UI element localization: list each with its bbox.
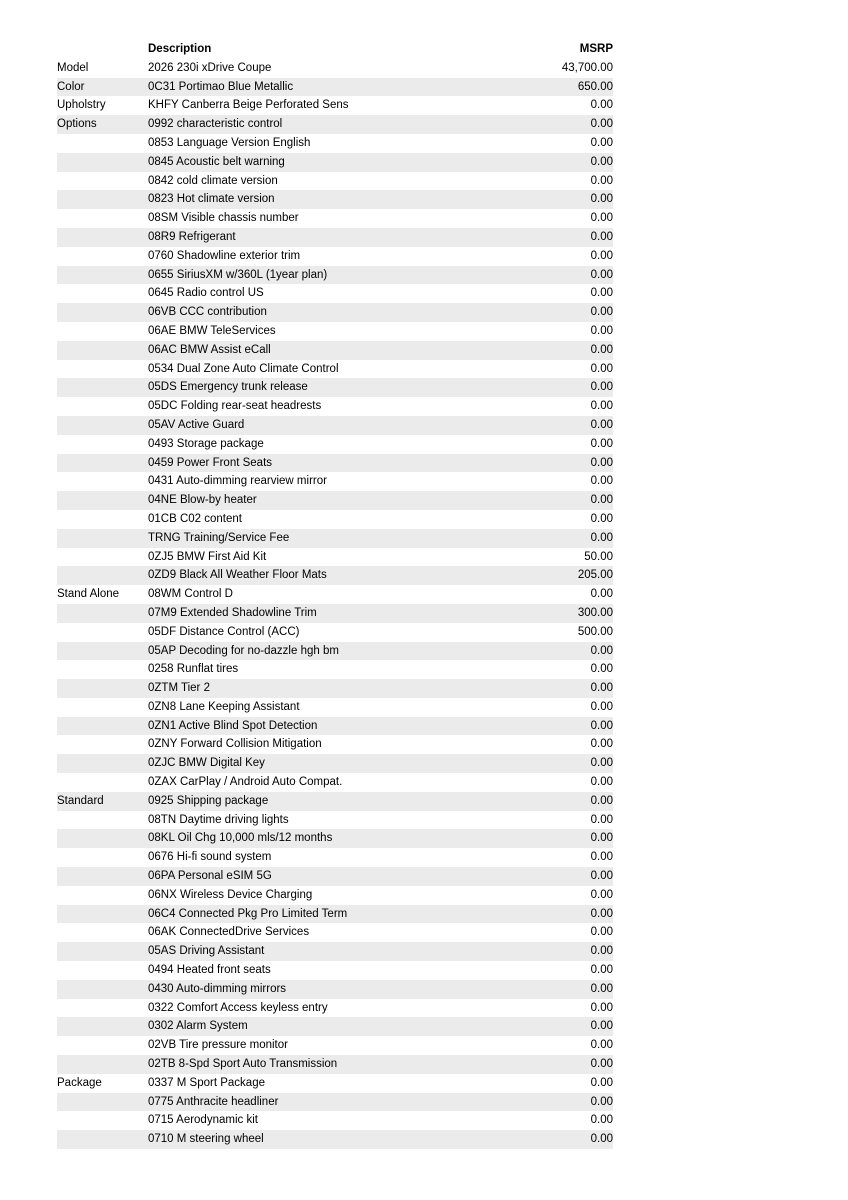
description-cell: 0ZNY Forward Collision Mitigation [148,738,322,751]
msrp-cell: 0.00 [590,174,613,187]
table-row [57,284,613,303]
table-row [57,623,613,642]
table-row [57,454,613,473]
table-row [57,886,613,905]
description-cell: 2026 230i xDrive Coupe [148,61,272,74]
table-row [57,115,613,134]
msrp-cell: 0.00 [513,529,613,548]
description-cell: 07M9 Extended Shadowline Trim [148,604,513,623]
table-row [57,529,613,548]
description-cell: 0760 Shadowline exterior trim [148,249,301,262]
table-row [57,942,613,961]
description-cell: 0ZTM Tier 2 [148,679,513,698]
description-cell: 06NX Wireless Device Charging [148,888,313,901]
description-cell: 06AE BMW TeleServices [148,324,276,337]
description-cell: 0302 Alarm System [148,1017,513,1036]
category-cell [57,378,148,397]
description-cell: 06AC BMW Assist eCall [148,341,513,360]
msrp-cell: 0.00 [590,700,613,713]
table-row [57,397,613,416]
table-row [57,980,613,999]
table-row [57,1111,613,1130]
description-cell: 08R9 Refrigerant [148,228,513,247]
msrp-cell: 0.00 [590,212,613,225]
description-cell: 0ZN8 Lane Keeping Assistant [148,700,300,713]
msrp-cell: 0.00 [590,738,613,751]
msrp-cell: 0.00 [590,362,613,375]
msrp-cell: 0.00 [513,792,613,811]
msrp-cell: 0.00 [590,663,613,676]
category-cell [57,303,148,322]
category-cell [57,905,148,924]
category-cell [57,266,148,285]
description-cell: 0823 Hot climate version [148,190,513,209]
category-cell [57,642,148,661]
description-cell: 0ZAX CarPlay / Android Auto Compat. [148,776,343,789]
msrp-cell: 0.00 [513,416,613,435]
category-cell [57,980,148,999]
table-row [57,378,613,397]
description-cell: 0494 Heated front seats [148,964,271,977]
table-row [57,923,613,942]
msrp-cell: 0.00 [513,867,613,886]
table-row [57,360,613,379]
table-row [57,867,613,886]
table-row [57,961,613,980]
description-cell: 0715 Aerodynamic kit [148,1114,258,1127]
msrp-cell: 500.00 [577,625,613,638]
category-cell [57,660,148,679]
description-cell: 02VB Tire pressure monitor [148,1039,288,1052]
table-row [57,999,613,1018]
category-cell [57,472,148,491]
category-cell [57,773,148,792]
msrp-cell: 0.00 [590,888,613,901]
description-cell: 0655 SiriusXM w/360L (1year plan) [148,266,513,285]
msrp-cell: 0.00 [590,851,613,864]
category-cell [57,153,148,172]
table-body [57,59,613,1149]
table-row [57,698,613,717]
table-row [57,172,613,191]
msrp-cell: 0.00 [590,136,613,149]
description-cell: 0431 Auto-dimming rearview mirror [148,475,327,488]
category-cell [57,190,148,209]
category-cell [57,829,148,848]
table-row [57,1017,613,1036]
category-cell: Upholstry [57,99,106,112]
table-row [57,266,613,285]
category-cell [57,679,148,698]
description-cell: 08KL Oil Chg 10,000 mls/12 months [148,829,513,848]
msrp-cell: 0.00 [590,776,613,789]
category-cell [57,209,148,228]
table-row [57,642,613,661]
description-cell: 0842 cold climate version [148,174,278,187]
table-row [57,905,613,924]
table-row [57,1093,613,1112]
category-cell: Color [57,78,148,97]
table-row [57,585,613,604]
category-cell [57,284,148,303]
category-cell [57,961,148,980]
category-cell [57,623,148,642]
msrp-cell: 205.00 [513,566,613,585]
category-cell [57,698,148,717]
description-cell: 0493 Storage package [148,437,264,450]
category-cell [57,435,148,454]
category-cell [57,1036,148,1055]
description-cell: KHFY Canberra Beige Perforated Sens [148,99,349,112]
description-cell: 0ZJC BMW Digital Key [148,754,513,773]
category-cell [57,1130,148,1149]
category-cell [57,1017,148,1036]
table-row [57,829,613,848]
category-cell [57,529,148,548]
description-cell: 08TN Daytime driving lights [148,813,289,826]
table-row [57,773,613,792]
msrp-cell: 0.00 [590,1001,613,1014]
category-cell [57,566,148,585]
category-cell [57,1093,148,1112]
table-row [57,811,613,830]
table-row [57,792,613,811]
msrp-cell: 0.00 [513,1055,613,1074]
category-cell [57,717,148,736]
table-row [57,153,613,172]
table-row [57,1130,613,1149]
msrp-cell: 0.00 [513,642,613,661]
table-row [57,96,613,115]
description-cell: 06PA Personal eSIM 5G [148,867,513,886]
category-cell [57,134,148,153]
description-cell: 0845 Acoustic belt warning [148,153,513,172]
msrp-cell: 43,700.00 [561,61,613,74]
msrp-cell: 0.00 [513,980,613,999]
category-cell: Stand Alone [57,588,120,601]
msrp-cell: 0.00 [590,287,613,300]
description-cell: 06AK ConnectedDrive Services [148,926,310,939]
msrp-cell: 0.00 [513,1130,613,1149]
table-row [57,472,613,491]
description-cell: 0775 Anthracite headliner [148,1093,513,1112]
table-row [57,78,613,97]
table-row [57,59,613,78]
description-cell: 01CB C02 content [148,512,242,525]
category-cell [57,754,148,773]
msrp-cell: 0.00 [590,324,613,337]
msrp-cell: 50.00 [584,550,613,563]
msrp-cell: 0.00 [513,378,613,397]
table-row [57,134,613,153]
table-row [57,303,613,322]
header-row [57,40,613,59]
description-cell: 04NE Blow-by heater [148,491,513,510]
category-cell [57,548,148,567]
msrp-cell: 0.00 [513,905,613,924]
description-cell: 0ZD9 Black All Weather Floor Mats [148,566,513,585]
category-cell [57,247,148,266]
category-cell: Standard [57,792,148,811]
msrp-cell: 0.00 [513,1093,613,1112]
category-cell [57,454,148,473]
table-row [57,735,613,754]
description-cell: 05AV Active Guard [148,416,513,435]
description-cell: TRNG Training/Service Fee [148,529,513,548]
category-cell [57,942,148,961]
description-cell: 0258 Runflat tires [148,663,239,676]
table-row [57,1055,613,1074]
msrp-cell: 0.00 [513,153,613,172]
category-cell [57,886,148,905]
category-cell [57,735,148,754]
msrp-cell: 0.00 [513,491,613,510]
category-cell [57,397,148,416]
description-cell: 0676 Hi-fi sound system [148,851,272,864]
msrp-cell: 0.00 [513,115,613,134]
table-row [57,247,613,266]
msrp-cell: 0.00 [513,228,613,247]
category-cell [57,923,148,942]
description-cell: 08WM Control D [148,588,233,601]
description-cell: 0853 Language Version English [148,136,311,149]
category-cell [57,228,148,247]
msrp-cell: 0.00 [513,942,613,961]
msrp-cell: 0.00 [513,679,613,698]
msrp-cell: 0.00 [590,926,613,939]
description-cell: 06VB CCC contribution [148,303,513,322]
category-cell [57,848,148,867]
msrp-cell: 650.00 [513,78,613,97]
category-cell [57,416,148,435]
description-header: Description [148,43,212,55]
msrp-cell: 0.00 [590,1076,613,1089]
msrp-cell: 0.00 [590,400,613,413]
msrp-cell: 0.00 [513,454,613,473]
table-row [57,1036,613,1055]
msrp-cell: 0.00 [590,964,613,977]
table-row [57,679,613,698]
description-cell: 0534 Dual Zone Auto Climate Control [148,362,339,375]
table-row [57,510,613,529]
msrp-cell: 0.00 [590,475,613,488]
description-cell: 05DS Emergency trunk release [148,378,513,397]
table-header [57,40,613,59]
table-row [57,416,613,435]
description-cell: 0992 characteristic control [148,115,513,134]
msrp-cell: 0.00 [590,249,613,262]
category-cell [57,1055,148,1074]
description-cell: 06C4 Connected Pkg Pro Limited Term [148,905,513,924]
description-cell: 0337 M Sport Package [148,1076,265,1089]
description-cell: 0C31 Portimao Blue Metallic [148,78,513,97]
category-cell [57,867,148,886]
description-cell: 05AS Driving Assistant [148,942,513,961]
description-cell: 0645 Radio control US [148,287,264,300]
table-row [57,491,613,510]
options-table [57,40,613,1149]
category-cell: Model [57,61,89,74]
category-cell [57,360,148,379]
table-row [57,548,613,567]
description-cell: 0710 M steering wheel [148,1130,513,1149]
table-row [57,1074,613,1093]
msrp-cell: 0.00 [590,1114,613,1127]
category-cell [57,999,148,1018]
description-cell: 0ZN1 Active Blind Spot Detection [148,717,513,736]
table-row [57,190,613,209]
category-cell [57,510,148,529]
table-row [57,435,613,454]
category-cell: Package [57,1076,102,1089]
category-header [57,40,148,59]
description-cell: 02TB 8-Spd Sport Auto Transmission [148,1055,513,1074]
msrp-cell: 0.00 [590,813,613,826]
category-cell [57,172,148,191]
category-cell [57,491,148,510]
description-cell: 0322 Comfort Access keyless entry [148,1001,328,1014]
msrp-cell: 0.00 [513,303,613,322]
table-row [57,322,613,341]
msrp-cell: 0.00 [590,512,613,525]
category-cell [57,341,148,360]
msrp-cell: 0.00 [513,717,613,736]
category-cell [57,1111,148,1130]
table-row [57,228,613,247]
msrp-cell: 0.00 [513,266,613,285]
description-cell: 0925 Shipping package [148,792,513,811]
msrp-cell: 0.00 [590,437,613,450]
category-cell: Options [57,115,148,134]
table-row [57,717,613,736]
msrp-cell: 0.00 [513,341,613,360]
msrp-cell: 300.00 [513,604,613,623]
description-cell: 08SM Visible chassis number [148,212,299,225]
table-row [57,341,613,360]
table-row [57,848,613,867]
description-cell: 0430 Auto-dimming mirrors [148,980,513,999]
msrp-cell: 0.00 [513,754,613,773]
table-row [57,604,613,623]
msrp-header: MSRP [579,43,613,55]
category-cell [57,811,148,830]
table-row [57,209,613,228]
msrp-cell: 0.00 [590,1039,613,1052]
msrp-cell: 0.00 [513,190,613,209]
category-cell [57,604,148,623]
description-cell: 05DC Folding rear-seat headrests [148,400,322,413]
description-cell: 05AP Decoding for no-dazzle hgh bm [148,642,513,661]
table-row [57,754,613,773]
msrp-cell: 0.00 [513,829,613,848]
table-row [57,566,613,585]
description-cell: 0ZJ5 BMW First Aid Kit [148,550,267,563]
msrp-cell: 0.00 [513,1017,613,1036]
category-cell [57,322,148,341]
description-cell: 0459 Power Front Seats [148,454,513,473]
table-row [57,660,613,679]
msrp-cell: 0.00 [590,99,613,112]
msrp-cell: 0.00 [590,588,613,601]
description-cell: 05DF Distance Control (ACC) [148,625,300,638]
